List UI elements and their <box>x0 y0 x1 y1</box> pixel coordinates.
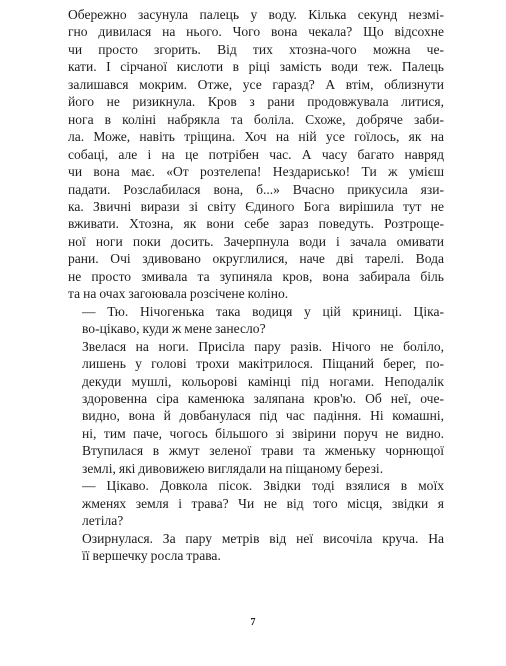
text-line: летіла? <box>82 513 124 529</box>
text-line: жменях земля і трава? Чи не від того місця, звідки я <box>82 495 444 511</box>
text-line: вживати. Хтозна, як вони себе зараз поведуть. Розтроще- <box>68 216 444 232</box>
text-line: во-цікаво, куди ж мене занесло? <box>82 321 266 337</box>
text-line: землі, які дивовижею виглядали на піщаному березі. <box>82 460 384 476</box>
paragraph <box>68 6 444 303</box>
text-line: кати. І сірчаної кислоти в ріці замість води теж. Палець <box>68 59 444 75</box>
text-line: ні, тим паче, чогось більшого зі звірини поруч не видно. <box>82 425 444 441</box>
text-line: Втупилася в жмут зеленої трави та жменьку чорнющої <box>82 443 444 459</box>
text-line: нога в коліні набрякла та боліла. Схоже, добряче заби- <box>68 111 444 127</box>
text-line: гно дивилася на нього. Чого вона чекала? Що відсохне <box>68 24 444 40</box>
paragraph <box>68 303 444 338</box>
text-line: собаці, але і на це потрібен час. А часу багато навряд <box>68 146 444 162</box>
text-line: Обережно засунула палець у воду. Кілька секунд незмі- <box>68 7 444 22</box>
text-line: чи просто згорить. Від тих хтозна-чого можна че- <box>68 41 444 57</box>
text-line: лишень у голові трохи макітрилося. Піщаний берег, по- <box>82 356 444 372</box>
text-line: чи вона має. «От розтелепа! Нездарисько! Ти ж умієш <box>68 164 444 180</box>
text-line: ка. Звичні вирази зі світу Єдиного Бога вирішила тут не <box>68 198 444 214</box>
page-number: 7 <box>250 617 256 628</box>
text-line: та на очах загоювала розсічене коліно. <box>68 286 289 302</box>
text-line: Озирнулася. За пару метрів від неї височіла круча. На <box>82 530 444 546</box>
text-line: його не ризикнула. Кров з рани продовжувала литися, <box>68 94 444 110</box>
text-line: залишався мокрим. Отже, усе гаразд? А втім, облизнути <box>68 76 444 92</box>
paragraph <box>68 530 444 565</box>
text-line: падати. Розслабилася вона, б...» Вчасно прикусила язи- <box>68 181 444 197</box>
paragraph <box>68 477 444 529</box>
text-line: — Тю. Нічогенька така водиця у цій криниці. Ціка- <box>82 303 444 319</box>
text-line: Звелася на ноги. Присіла пару разів. Нічого не боліло, <box>82 338 444 354</box>
text-line: не просто змивала та зупиняла кров, вона забирала біль <box>68 268 444 284</box>
paragraph <box>68 338 444 478</box>
text-line: її вершечку росла трава. <box>82 548 221 564</box>
text-line: здоровенна сіра каменюка заляпана кров'ю. Об неї, оче- <box>82 390 444 406</box>
text-line: ної ноги поки досить. Зачерпнула води і зачала омивати <box>68 233 444 249</box>
text-line: видно, вона й довбанулася під час падіння. Ні комашні, <box>82 408 444 424</box>
body-text <box>68 6 444 565</box>
text-line: рани. Очі здивовано округлилися, наче дві тарелі. Вода <box>68 251 444 267</box>
text-line: ла. Може, навіть тріщина. Хоч на ній усе гоїлось, як на <box>68 129 444 145</box>
text-line: — Цікаво. Довкола пісок. Звідки тоді взялися в моїх <box>82 478 444 494</box>
text-line: декуди мушлі, кольорові камінці під ногами. Неподалік <box>82 373 444 389</box>
